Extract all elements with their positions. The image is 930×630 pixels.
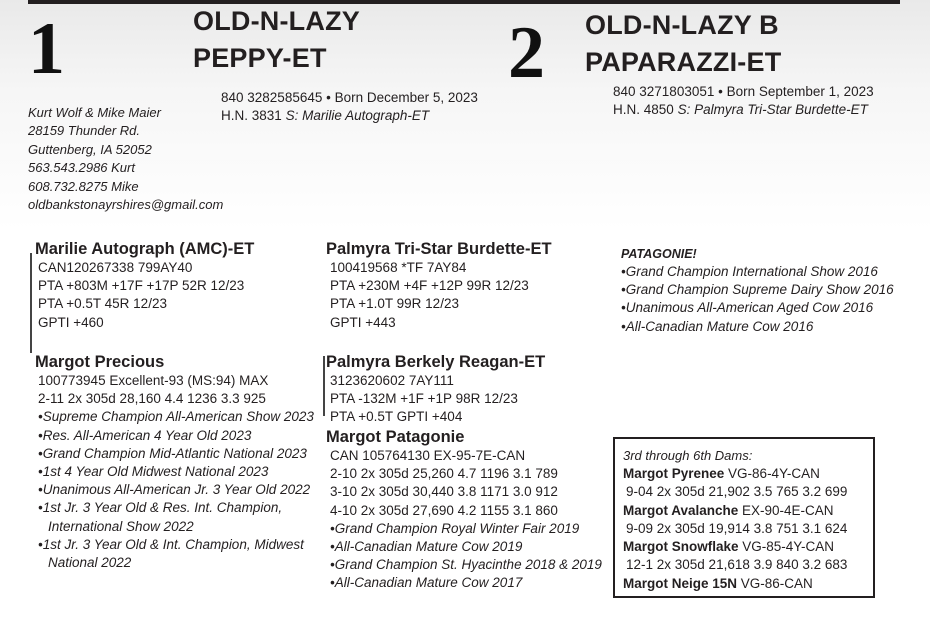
pedigree2-dam — [326, 352, 545, 427]
lot1-name-line1: OLD-N-LAZY — [193, 6, 360, 36]
sire-pta-type: PTA +1.0T 99R 12/23 — [330, 296, 459, 312]
dam-entry — [623, 465, 867, 483]
lot2-sire: Palmyra Tri-Star Burdette-ET — [694, 102, 868, 117]
granddam-achievement: •All-Canadian Mature Cow 2019 — [330, 539, 523, 555]
patagonie-item: •Unanimous All-American Aged Cow 2016 — [621, 300, 874, 316]
patagonie-item: •Grand Champion Supreme Dairy Show 2016 — [621, 282, 894, 298]
lot2-name-line1: OLD-N-LAZY B — [585, 10, 779, 40]
sire-name: Palmyra Tri-Star Burdette-ET — [326, 240, 552, 258]
patagonie-item: •All-Canadian Mature Cow 2016 — [621, 318, 814, 334]
dam-entry-name: Margot Pyrenee — [623, 466, 725, 481]
sire-gpti: GPTI +443 — [330, 314, 396, 330]
dam-entry-score: VG-86-4Y-CAN — [724, 466, 820, 481]
granddam-record: 4-10 2x 305d 27,690 4.2 1155 3.1 860 — [330, 502, 558, 518]
sire-pta-production: PTA +803M +17F +17P 52R 12/23 — [38, 278, 245, 294]
lot1-hn: H.N. 3831 — [221, 108, 282, 123]
lot2-hn: H.N. 4850 — [613, 102, 674, 117]
pedigree1-sire — [35, 239, 254, 332]
patagonie-item: •Grand Champion International Show 2016 — [621, 264, 878, 279]
sire-pta-type: PTA +0.5T 45R 12/23 — [38, 296, 167, 312]
sire-pta-production: PTA +230M +4F +12P 99R 12/23 — [330, 278, 529, 294]
patagonie-callout — [621, 245, 894, 336]
dam-entry-score: VG-86-CAN — [737, 575, 813, 591]
dam-entry-record: 9-04 2x 305d 21,902 3.5 765 3.2 699 — [626, 484, 848, 500]
dam-record: 2-11 2x 305d 28,160 4.4 1236 3.3 925 — [38, 391, 266, 407]
dam-achievement: •Supreme Champion All-American Show 2023 — [38, 409, 314, 425]
granddam-record: 2-10 2x 305d 25,260 4.7 1196 3.1 789 — [330, 466, 558, 482]
patagonie-title: PATAGONIE! — [621, 247, 697, 261]
owner-names: Kurt Wolf & Mike Maier — [28, 105, 161, 120]
owner-phone-mike: 608.732.8275 Mike — [28, 178, 139, 194]
lot1-sire: Marilie Autograph-ET — [302, 108, 430, 123]
pedigree2-bracket — [323, 356, 325, 416]
dam-entry — [623, 575, 867, 593]
dams-box-header: 3rd through 6th Dams: — [623, 448, 753, 463]
lot2-sire-label: S: — [677, 102, 691, 117]
dam-achievement: •1st 4 Year Old Midwest National 2023 — [38, 464, 269, 480]
dam-entry-name: Margot Avalanche — [623, 502, 739, 518]
granddam-classification: CAN 105764130 EX-95-7E-CAN — [330, 448, 526, 463]
lot2-name-line2: PAPARAZZI-ET — [585, 47, 782, 77]
sire-gpti: GPTI +460 — [38, 314, 104, 330]
dam-entry-score: EX-90-4E-CAN — [738, 502, 834, 518]
granddam-achievement: •Grand Champion St. Hyacinthe 2018 & 2019 — [330, 557, 602, 573]
dam-achievement: •Res. All-American 4 Year Old 2023 — [38, 427, 252, 443]
dam-classification: 100773945 Excellent-93 (MS:94) MAX — [38, 373, 269, 388]
pedigree2-sire — [326, 239, 552, 332]
lot2-reg-line: 840 3271803051 • Born September 1, 2023 — [613, 84, 874, 99]
lot1-hn-line — [221, 107, 429, 125]
dam-entry — [623, 502, 867, 520]
dam-achievement: •Grand Champion Mid-Atlantic National 2023 — [38, 445, 307, 461]
owner-city: Guttenberg, IA 52052 — [28, 141, 152, 157]
owner-email[interactable]: oldbankstonayrshires@gmail.com — [28, 197, 224, 213]
dam-achievement: International Show 2022 — [48, 518, 194, 534]
lot1-name-line2: PEPPY-ET — [193, 43, 327, 73]
dam-name: Palmyra Berkely Reagan-ET — [326, 353, 546, 371]
dam-entry-name: Margot Neige 15N — [623, 575, 738, 591]
dam-reg: 3123620602 7AY111 — [330, 373, 454, 388]
dam-pta-production: PTA -132M +1F +1P 98R 12/23 — [330, 391, 518, 407]
lot1-reg-line: 840 3282585645 • Born December 5, 2023 — [221, 90, 478, 105]
dam-achievement: •1st Jr. 3 Year Old & Int. Champion, Midwest — [38, 536, 304, 552]
dam-achievement: •1st Jr. 3 Year Old & Res. Int. Champion, — [38, 500, 283, 516]
dam-entry-record: 12-1 2x 305d 21,618 3.9 840 3.2 683 — [626, 557, 848, 573]
dam-entry-name: Margot Snowflake — [623, 539, 739, 555]
owner-contact — [28, 104, 223, 214]
sire-reg: 100419568 *TF 7AY84 — [330, 260, 467, 275]
granddam-achievement: •Grand Champion Royal Winter Fair 2019 — [330, 520, 580, 536]
granddam-achievement: •All-Canadian Mature Cow 2017 — [330, 575, 523, 591]
dam-pta-type: PTA +0.5T GPTI +404 — [330, 409, 463, 425]
sire-name: Marilie Autograph (AMC)-ET — [35, 240, 255, 258]
pedigree1-dam — [35, 352, 314, 572]
dam-achievement: National 2022 — [48, 555, 132, 571]
dam-entry-score: VG-85-4Y-CAN — [738, 539, 835, 555]
lot1-sire-label: S: — [285, 108, 299, 123]
top-rule — [28, 0, 900, 4]
lot-number-2: 2 — [508, 12, 545, 94]
lot2-hn-line — [613, 101, 868, 119]
owner-phone-kurt: 563.543.2986 Kurt — [28, 160, 135, 176]
pedigree2-granddam — [326, 427, 602, 593]
pedigree1-bracket — [30, 253, 32, 353]
granddam-record: 3-10 2x 305d 30,440 3.8 1171 3.0 912 — [330, 484, 558, 500]
lot-number-1: 1 — [28, 8, 65, 90]
dams-box — [613, 437, 875, 598]
dam-entry-record: 9-09 2x 305d 19,914 3.8 751 3.1 624 — [626, 520, 848, 536]
dam-name: Margot Precious — [35, 353, 165, 371]
granddam-name: Margot Patagonie — [326, 428, 465, 446]
dam-entry — [623, 538, 867, 556]
owner-street: 28159 Thunder Rd. — [28, 123, 141, 139]
sire-reg: CAN120267338 799AY40 — [38, 260, 193, 275]
dam-achievement: •Unanimous All-American Jr. 3 Year Old 2022 — [38, 482, 311, 498]
